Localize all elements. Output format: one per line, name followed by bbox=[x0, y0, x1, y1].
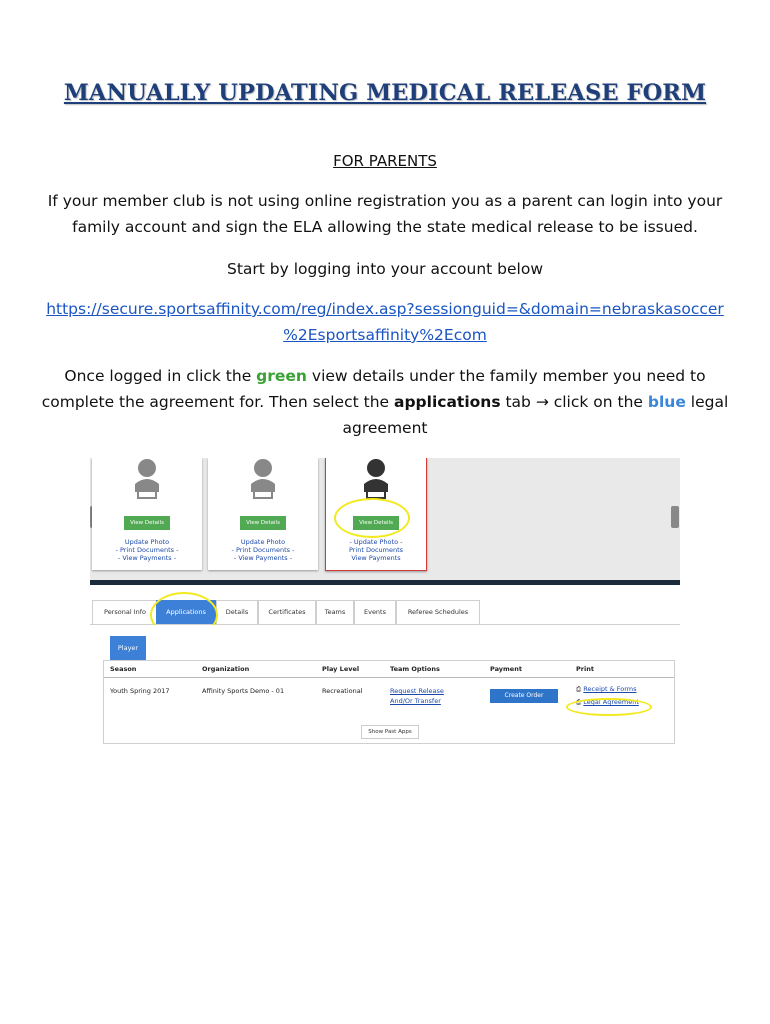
document-title: MANUALLY UPDATING MEDICAL RELEASE FORM bbox=[63, 80, 707, 106]
tab-teams[interactable]: Teams bbox=[316, 600, 354, 624]
print-documents-link[interactable]: - Print Documents - bbox=[115, 546, 179, 554]
tab-player[interactable]: Player bbox=[110, 636, 146, 660]
view-details-button[interactable]: View Details bbox=[240, 516, 286, 530]
login-link-line1[interactable]: https://secure.sportsaffinity.com/reg/index.asp?sessionguid=&domain=nebraskasoccer bbox=[46, 300, 724, 318]
update-photo-link[interactable]: Update Photo bbox=[124, 538, 170, 546]
receipt-forms-row[interactable] bbox=[576, 685, 637, 694]
transfer-link[interactable]: And/Or Transfer bbox=[390, 697, 441, 705]
view-details-button[interactable]: View Details bbox=[124, 516, 170, 530]
cell-season: Youth Spring 2017 bbox=[110, 687, 170, 695]
highlight-circle bbox=[566, 698, 652, 716]
create-order-button[interactable]: Create Order bbox=[490, 689, 558, 703]
update-photo-link[interactable]: Update Photo bbox=[240, 538, 286, 546]
header-organization: Organization bbox=[202, 665, 250, 673]
tab-referee-schedules[interactable]: Referee Schedules bbox=[396, 600, 480, 624]
start-instruction: Start by logging into your account below bbox=[226, 260, 543, 278]
instr-part4: legal agreement bbox=[342, 393, 729, 437]
request-release-link[interactable]: Request Release bbox=[390, 687, 444, 695]
cell-organization: Affinity Sports Demo - 01 bbox=[202, 687, 285, 695]
tab-events[interactable]: Events bbox=[354, 600, 396, 624]
printer-icon: ⎙ bbox=[576, 685, 582, 693]
header-season: Season bbox=[110, 665, 137, 673]
cell-play-level: Recreational bbox=[322, 687, 363, 695]
tab-personal-info[interactable]: Personal Info bbox=[92, 600, 158, 624]
header-print: Print bbox=[576, 665, 594, 673]
instr-part1: Once logged in click the bbox=[64, 367, 257, 385]
divider-bar bbox=[90, 580, 680, 585]
person-icon bbox=[359, 458, 393, 504]
tab-details[interactable]: Details bbox=[216, 600, 258, 624]
highlight-circle bbox=[334, 498, 410, 538]
instruction-paragraph bbox=[30, 363, 740, 441]
tab-certificates[interactable]: Certificates bbox=[258, 600, 316, 624]
login-link[interactable] bbox=[30, 296, 740, 348]
member-card-2 bbox=[208, 458, 318, 570]
instr-part3: tab → click on the bbox=[500, 393, 648, 411]
view-payments-link[interactable]: - View Payments - bbox=[117, 554, 177, 562]
card-links bbox=[208, 538, 318, 562]
embedded-screenshot bbox=[90, 458, 680, 745]
member-card-1 bbox=[92, 458, 202, 570]
table-header bbox=[104, 661, 674, 678]
view-details-button[interactable]: View Details bbox=[353, 516, 399, 530]
print-documents-link[interactable]: Print Documents bbox=[348, 546, 404, 554]
instr-applications: applications bbox=[393, 393, 501, 411]
document-subtitle: FOR PARENTS bbox=[333, 152, 437, 170]
header-team-options: Team Options bbox=[390, 665, 440, 673]
view-payments-link[interactable]: View Payments bbox=[351, 554, 401, 562]
receipt-forms-link[interactable]: Receipt & Forms bbox=[583, 685, 637, 693]
update-photo-link[interactable]: - Update Photo - bbox=[349, 538, 403, 546]
show-past-apps-button[interactable]: Show Past Apps bbox=[361, 725, 419, 739]
header-play-level: Play Level bbox=[322, 665, 360, 673]
card-links bbox=[326, 538, 426, 562]
person-icon bbox=[130, 458, 164, 504]
legal-agreement-link[interactable]: Legal Agreement bbox=[583, 698, 639, 706]
view-payments-link[interactable]: - View Payments - bbox=[233, 554, 293, 562]
header-payment: Payment bbox=[490, 665, 522, 673]
person-icon bbox=[246, 458, 280, 504]
card-links bbox=[92, 538, 202, 562]
print-documents-link[interactable]: - Print Documents - bbox=[231, 546, 295, 554]
instr-green: green bbox=[256, 367, 307, 385]
instr-blue: blue bbox=[647, 393, 686, 411]
scroll-right-handle[interactable] bbox=[671, 506, 679, 528]
tab-applications[interactable]: Applications bbox=[156, 600, 216, 624]
printer-icon: ⎙ bbox=[576, 698, 582, 706]
intro-paragraph: If your member club is not using online registration you as a parent can login into your family account and sign the ELA allowing the state medical release to be issued. bbox=[47, 192, 723, 236]
instr-part2: view details under the family member you need to complete the agreement for. Then select the bbox=[41, 367, 706, 411]
login-link-line2[interactable]: %2Esportsaffinity%2Ecom bbox=[283, 326, 487, 344]
